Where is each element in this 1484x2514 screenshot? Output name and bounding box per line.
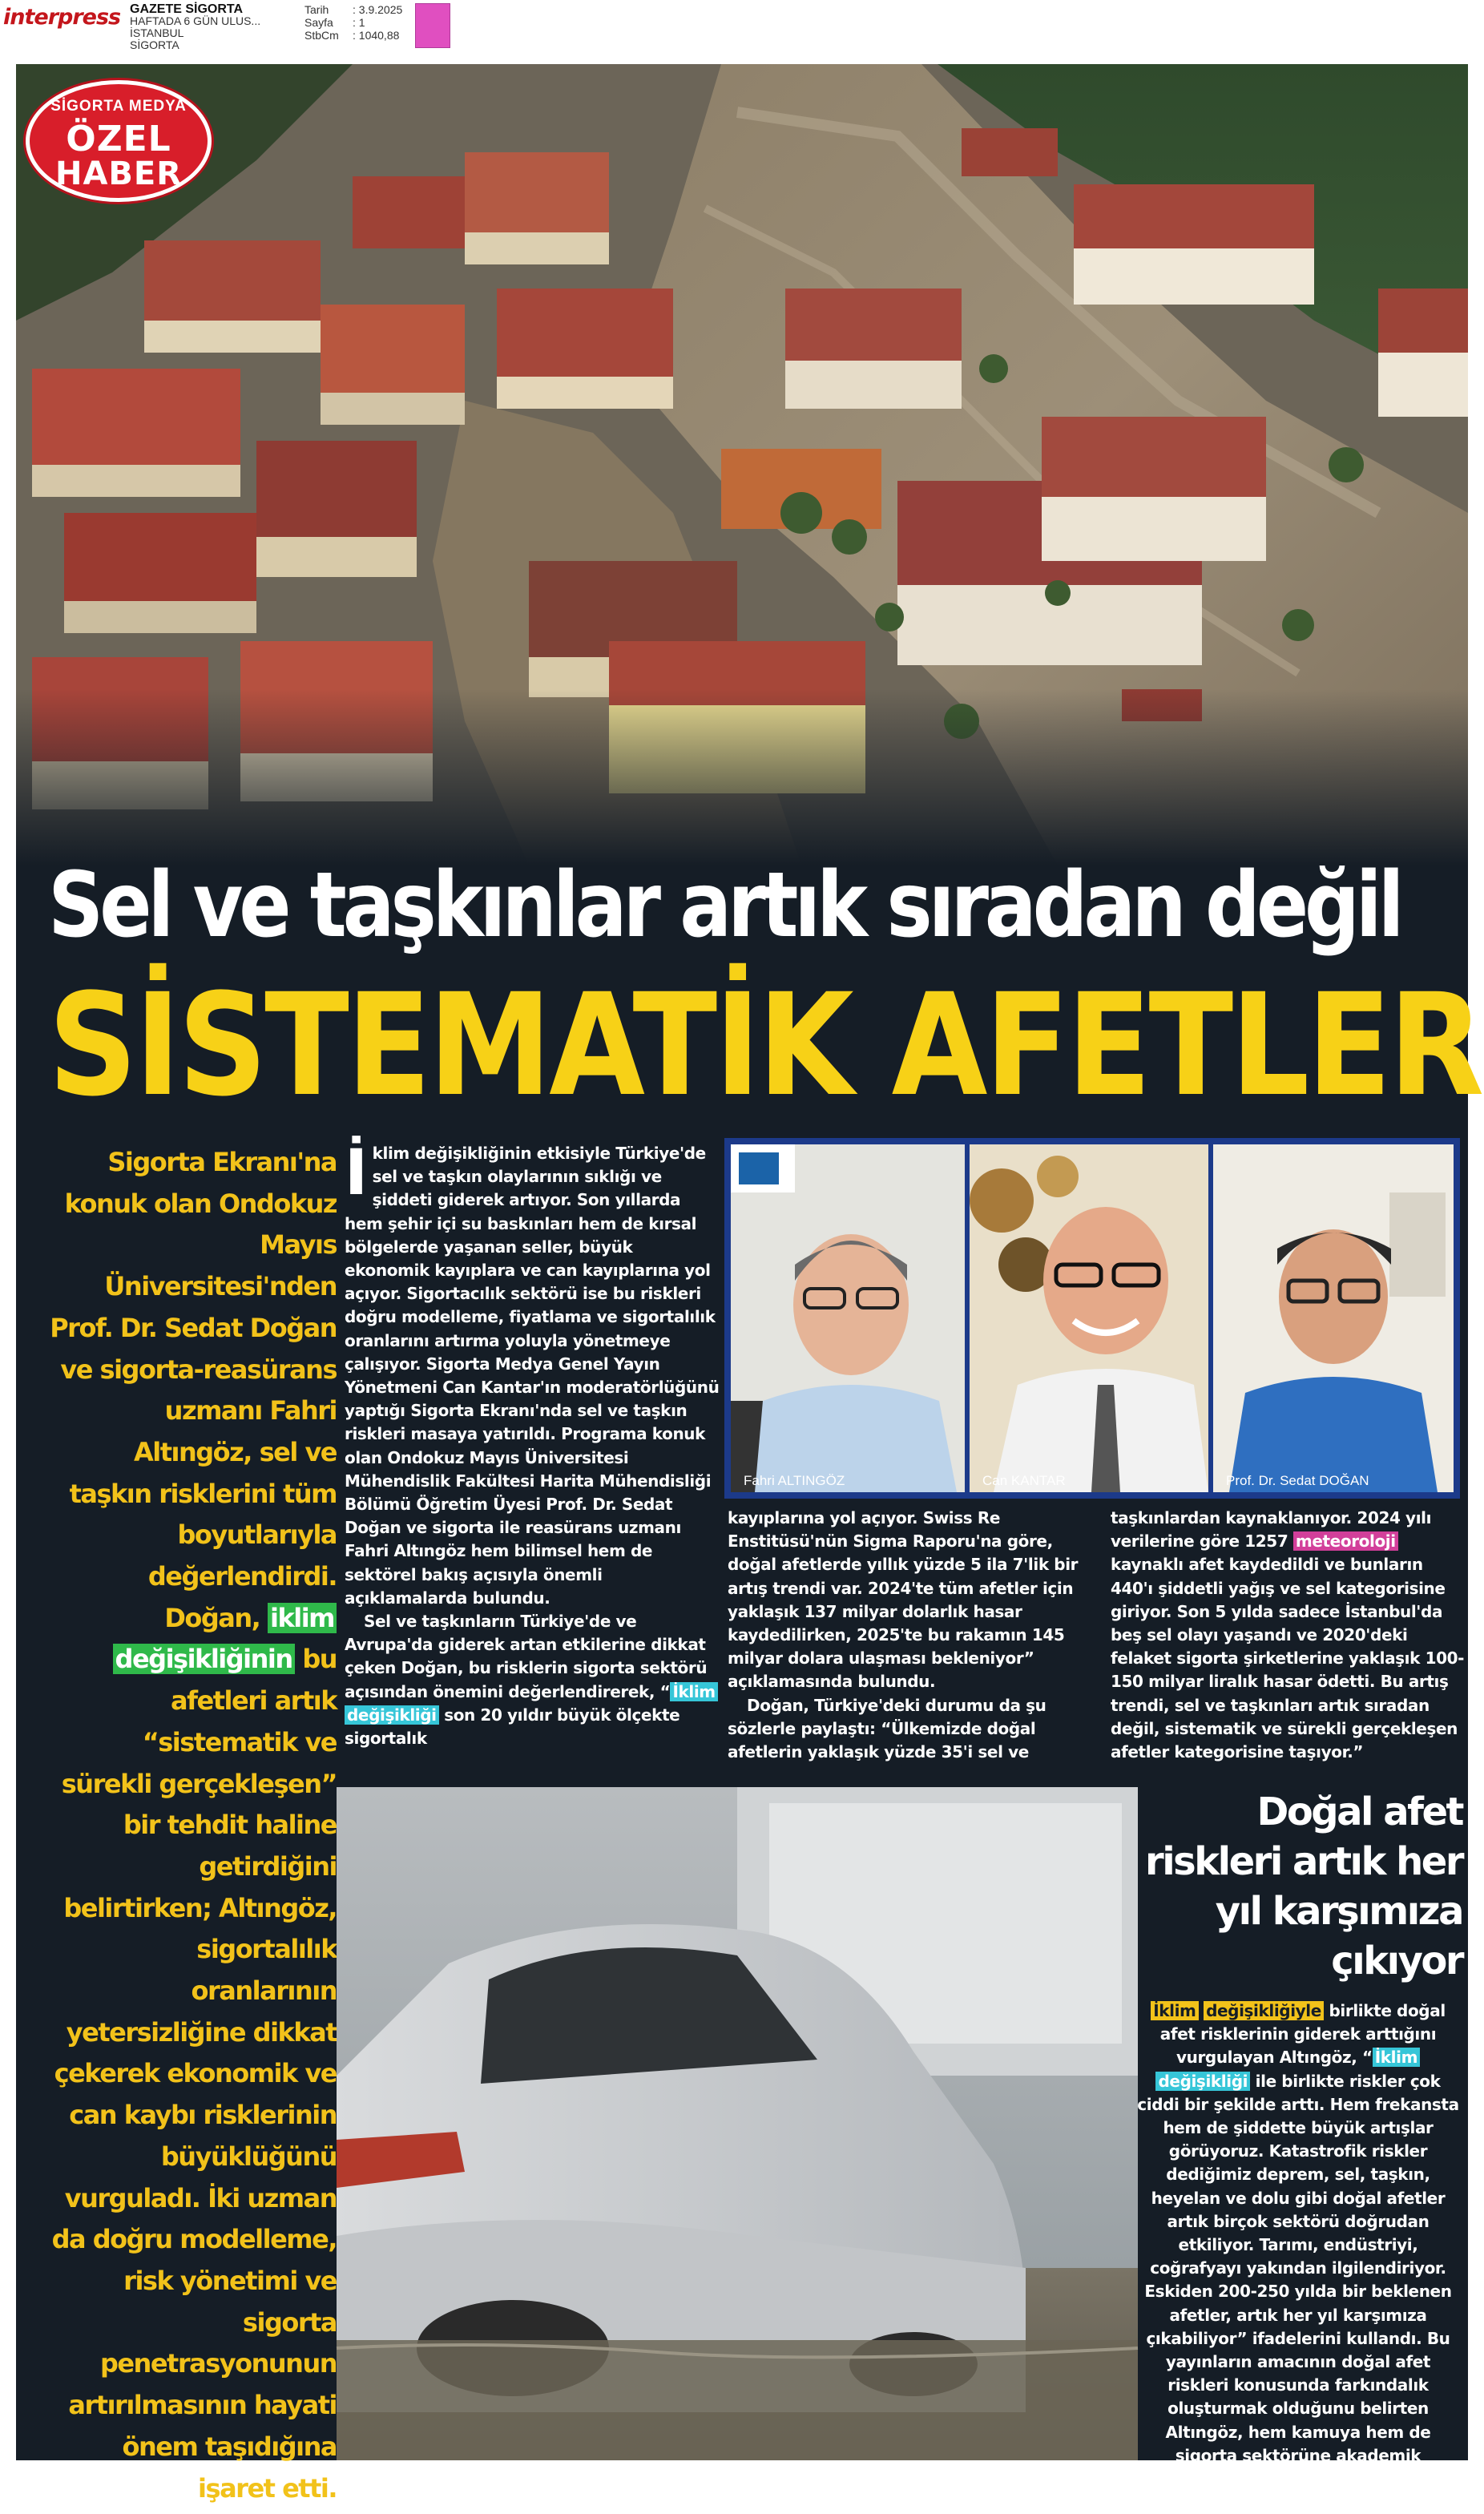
date-label: Tarih: [304, 3, 329, 16]
article-colc-2: kaynaklı afet kaydedildi ve bunların 440'ı şiddetli yağış ve sel kategorisine giriyor. Son 5 yılda sadece İstanbul'da beş sel olayı yaşandı ve 2020'deki felaket sigorta şirketlerine yaklaşık 100-150 milyar liralık hasar ödetti. Bu artış trendi, sel ve taşkınları artık sıradan değil, sistematik ve sürekli gerçekleşen afetler kategorisine taşıyor.”: [1111, 1555, 1465, 1762]
area-label: StbCm: [304, 29, 339, 42]
flooded-car-photo: [337, 1787, 1138, 2460]
portrait-sedat: [1213, 1144, 1454, 1492]
badge-line2: HABER: [54, 155, 183, 192]
lead-part2: bu afetleri artık “sistematik ve sürekli gerçekleşen” bir tehdit haline getirdiğini belirtirken; Altıngöz, sigortalılık oranlarının yetersizliğine dikkat çekerek ekonomik ve can kaybı risklerinin büyüklüğünü vurguladı. İki uzman da doğru modelleme, risk yönetimi ve sigorta penetrasyonunun artırılmasının hayati önem taşıdığına işaret etti.: [51, 1644, 337, 2504]
interpress-logo: interpress: [3, 5, 121, 30]
article-highlight-iklim: İklim: [670, 1682, 717, 1701]
article-column-2: [728, 1507, 1104, 1764]
flood-aerial-illustration: [16, 64, 1468, 866]
flooded-car-illustration: [337, 1787, 1138, 2460]
video-conference-photo: [724, 1138, 1460, 1499]
clipping-header: [0, 0, 1484, 63]
panel-fahri: [731, 1144, 965, 1492]
article-colc-1: taşkınlardan kaynaklanıyor. 2024 yılı verilerine göre 1257: [1111, 1508, 1432, 1552]
article-column-4: [1134, 1999, 1462, 2514]
article-colb-1: kayıplarına yol açıyor. Swiss Re Enstitüsü'nün Sigma Raporu'na göre, doğal afetlerde yıllık yüzde 5 ila 7'lik bir artış trendi var. 2024'te tüm afetler için yaklaşık 137 milyar dolarlık hasar kaydedilirken, 2025'te bu rakamın 145 milyar dolara ulaşması bekleniyor” açıklamasında bulundu.: [728, 1508, 1079, 1692]
article-cold-2: ile birlikte riskler çok ciddi bir şekilde arttı. Hem frekansta hem de şiddette büyük artışlar görüyoruz. Katastrofik riskler dediğimiz deprem, sel, taşkın, heyelan ve dolu gibi doğal afetler artık birçok sektörü doğrudan etkiliyor. Tarımı, endüstriyi, coğrafyayı yakından ilgilendiriyor. Eskiden 200-250 yılda bir beklenen afetler, artık her yıl karşımıza çıkabiliyor” ifadelerini kullandı. Bu yayınların amacının doğal afet riskleri konusunda farkındalık oluşturmak olduğunu belirten Altıngöz, hem kamuya hem de sigorta sektörüne akademik perspektifle katkı sağlamayı hedeflediklerini söyledi.: [1137, 2071, 1459, 2512]
ozel-haber-badge: [26, 80, 212, 202]
caption-can: Can KANTAR: [982, 1473, 1066, 1488]
article-highlight-iklim-3: İklim: [1373, 2048, 1420, 2067]
article-highlight-iklim-2: İklim: [1151, 2001, 1198, 2020]
flood-aerial-photo: [16, 64, 1468, 866]
headline-sub: SİSTEMATİK AFETLER: [48, 963, 1482, 1128]
caption-fahri: Fahri ALTINGÖZ: [744, 1473, 845, 1488]
lead-paragraph: [48, 1142, 337, 2509]
color-swatch: [415, 3, 450, 48]
date-value: 3.9.2025: [358, 3, 403, 16]
article-highlight-degisikligi-2: değişikliği: [1155, 2072, 1250, 2091]
article-colb-2: Doğan, Türkiye'deki durumu da şu sözlerle paylaştı: “Ülkemizde doğal afetlerin yaklaşık yüzde 35'i sel ve: [728, 1695, 1046, 1762]
publication-city: İSTANBUL: [130, 26, 184, 39]
panel-sedat: [1213, 1144, 1454, 1492]
clipping-meta: Tarih : 3.9.2025 Sayfa : 1 StbCm : 1040,88: [304, 3, 403, 42]
lead-highlight-iklim: iklim: [268, 1603, 337, 1633]
article-highlight-meteoroloji: meteoroloji: [1293, 1531, 1398, 1551]
portrait-fahri: [731, 1144, 965, 1492]
article-highlight-degisikligiyle: değişikliğiyle: [1204, 2001, 1324, 2020]
portrait-can: [970, 1144, 1208, 1492]
dropcap: İ: [345, 1137, 368, 1209]
badge-brand: SİGORTA MEDYA: [50, 98, 187, 115]
publication-info: [130, 3, 260, 51]
lead-highlight-degisikliginin: değişikliğinin: [113, 1644, 295, 1674]
lead-part1: Sigorta Ekranı'na konuk olan Ondokuz Mayıs Üniversitesi'nden Prof. Dr. Sedat Doğan ve sigorta-reasürans uzmanı Fahri Altıngöz, sel ve taşkın risklerini tüm boyutlarıyla değerlendirdi. Doğan,: [50, 1147, 337, 1633]
publication-name: GAZETE SİGORTA: [130, 2, 244, 16]
article-column-3: [1111, 1507, 1468, 1764]
article-cold-1: birlikte doğal afet risklerinin giderek arttığını vurgulayan Altıngöz, “: [1159, 2001, 1446, 2068]
publication-frequency: HAFTADA 6 GÜN ULUS...: [130, 14, 261, 27]
article-p2b: son 20 yıldır büyük ölçekte sigortalık: [345, 1705, 680, 1749]
publication-category: SİGORTA: [130, 38, 179, 51]
newspaper-page: [16, 64, 1482, 2512]
headline-main: Sel ve taşkınlar artık sıradan değil: [48, 853, 1401, 958]
article-highlight-degisikligi: değişikliği: [345, 1705, 439, 1725]
panel-can: [970, 1144, 1208, 1492]
subheading: Doğal afet riskleri artık her yıl karşımıza çıkıyor: [1145, 1790, 1462, 1983]
article-column-1: [345, 1137, 721, 1750]
badge-line1: ÖZEL: [66, 119, 171, 159]
page-value: 1: [358, 16, 365, 29]
area-value: 1040,88: [358, 29, 400, 42]
article-p1: klim değişikliğinin etkisiyle Türkiye'de sel ve taşkın olaylarının sıklığı ve şiddeti giderek artıyor. Son yıllarda hem şehir içi su baskınları hem de kırsal bölgelerde yaşanan seller, büyük ekonomik kayıplara ve can kayıplarına yol açıyor. Sigortacılık sektörü ise bu riskleri doğru modelleme, fiyatlama ve sigortalılık oranlarını artırma yoluyla yönetmeye çalışıyor. Sigorta Medya Genel Yayın Yönetmeni Can Kantar'ın moderatörlüğünü yaptığı Sigorta Ekranı'nda sel ve taşkın riskleri masaya yatırıldı. Programa konuk olan Ondokuz Mayıs Üniversitesi Mühendislik Fakültesi Harita Mühendisliği Bölümü Öğretim Üyesi Prof. Dr. Sedat Doğan ve sigorta ile reasürans uzmanı Fahri Altıngöz hem bilimsel hem de sektörel bakış açısıyla önemli açıklamalarda bulundu.: [345, 1144, 720, 1608]
article-p2a: Sel ve taşkınların Türkiye'de ve Avrupa'da giderek artan etkilerine dikkat çeken Doğan, bu risklerin sigorta sektörü açısından önemini değerlendirerek, “: [345, 1612, 708, 1701]
caption-sedat: Prof. Dr. Sedat DOĞAN: [1226, 1473, 1369, 1488]
page-label: Sayfa: [304, 16, 333, 29]
